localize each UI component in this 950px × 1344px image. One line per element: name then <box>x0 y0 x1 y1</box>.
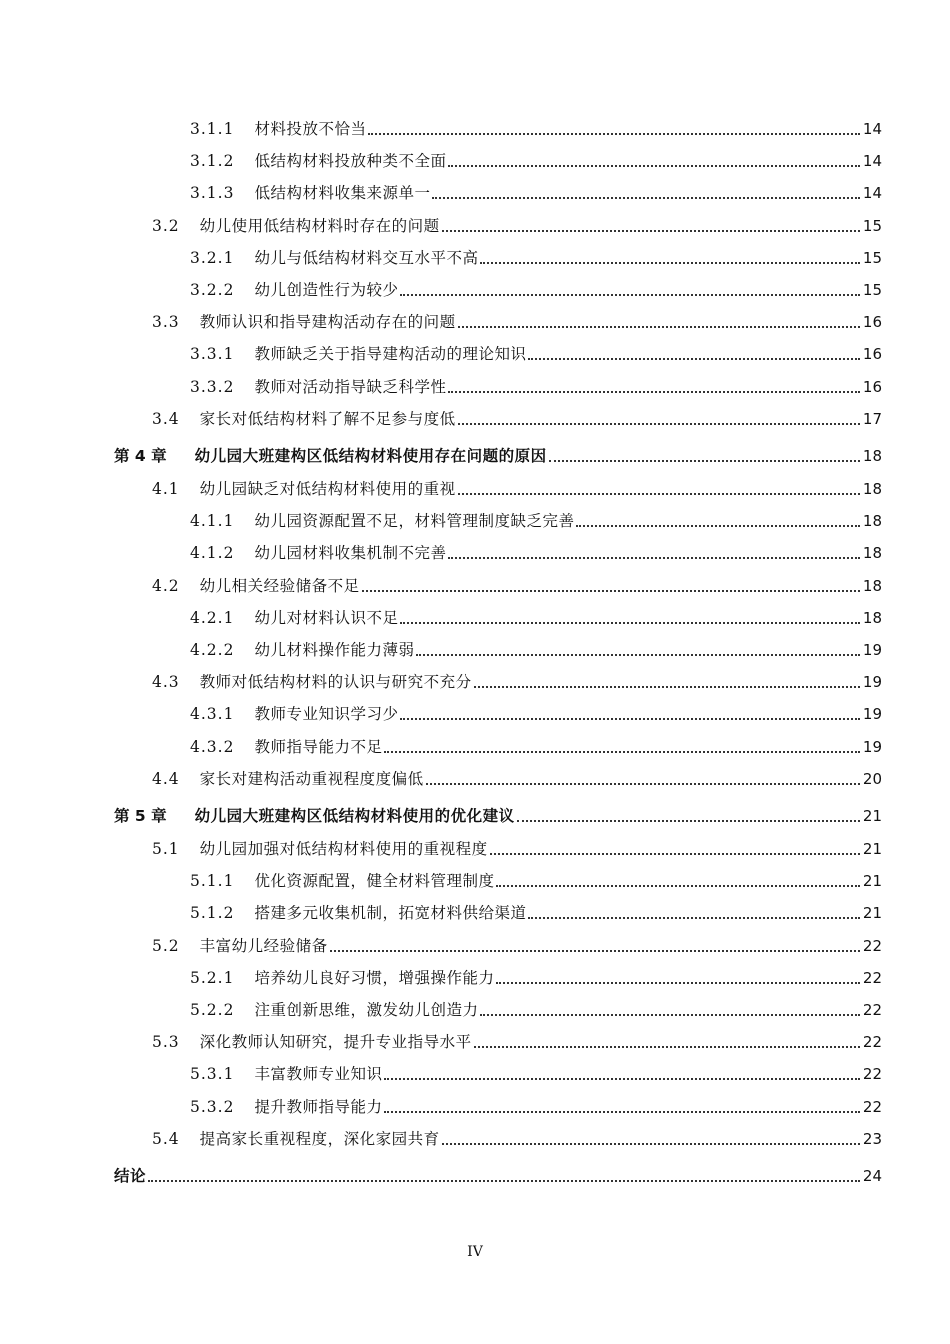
toc-entry[interactable] <box>152 1128 882 1150</box>
toc-dot-leader <box>384 1109 860 1113</box>
toc-dot-leader <box>448 555 860 559</box>
toc-entry[interactable] <box>152 768 882 790</box>
toc-entry-title: 低结构材料投放种类不全面 <box>254 152 447 171</box>
toc-entry[interactable] <box>152 408 882 430</box>
toc-dot-leader <box>474 1044 860 1048</box>
toc-entry-title: 幼儿使用低结构材料时存在的问题 <box>199 216 440 235</box>
toc-entry-title: 幼儿园资源配置不足，材料管理制度缺乏完善 <box>254 512 575 531</box>
toc-entry[interactable] <box>114 1165 882 1187</box>
toc-entry[interactable] <box>152 838 882 860</box>
toc-entry-number: 4.2 <box>152 576 180 595</box>
toc-entry-title: 提高家长重视程度，深化家园共育 <box>199 1129 440 1148</box>
toc-dot-leader <box>576 523 860 527</box>
toc-entry-title: 幼儿创造性行为较少 <box>254 281 399 299</box>
toc-entry-number: 第 4 章 <box>114 447 167 465</box>
toc-dot-leader <box>442 228 860 232</box>
toc-entry[interactable] <box>152 671 882 693</box>
toc-entry-title: 丰富幼儿经验储备 <box>199 936 328 955</box>
toc-entry[interactable] <box>190 1096 882 1118</box>
toc-entry[interactable] <box>190 150 882 172</box>
toc-entry-page: 21 <box>862 904 882 923</box>
toc-entry[interactable] <box>190 1063 882 1085</box>
toc-entry[interactable] <box>190 510 882 532</box>
toc-entry-title: 幼儿园加强对低结构材料使用的重视程度 <box>199 840 488 858</box>
toc-entry-page: 18 <box>862 447 882 465</box>
toc-entry-number: 5.3 <box>152 1033 180 1052</box>
toc-dot-leader <box>148 1178 860 1182</box>
toc-dot-leader <box>400 292 860 296</box>
toc-entry-page: 22 <box>862 936 882 955</box>
toc-dot-leader <box>448 389 860 393</box>
toc-entry-title: 低结构材料收集来源单一 <box>254 184 431 203</box>
toc-entry-number: 3.1.1 <box>190 120 235 138</box>
toc-entry[interactable] <box>190 182 882 204</box>
toc-entry[interactable] <box>190 343 882 365</box>
toc-entry-page: 19 <box>862 737 882 756</box>
toc-dot-leader <box>400 716 860 720</box>
toc-entry-title: 搭建多元收集机制，拓宽材料供给渠道 <box>254 904 527 923</box>
toc-entry-title: 丰富教师专业知识 <box>254 1065 383 1084</box>
toc-entry-page: 22 <box>862 1001 882 1019</box>
toc-entry-title: 教师缺乏关于指导建构活动的理论知识 <box>254 345 527 364</box>
toc-entry[interactable] <box>190 870 882 892</box>
toc-entry-page: 22 <box>862 1097 882 1116</box>
toc-entry-number: 4.1.1 <box>190 512 235 531</box>
toc-entry-page: 18 <box>862 544 882 563</box>
toc-entry[interactable] <box>190 118 882 140</box>
toc-dot-leader <box>458 421 860 425</box>
toc-entry[interactable] <box>152 575 882 597</box>
toc-entry[interactable] <box>190 703 882 725</box>
toc-dot-leader <box>528 356 860 360</box>
toc-entry[interactable] <box>114 805 882 827</box>
toc-entry-title: 家长对建构活动重视程度度偏低 <box>199 769 424 788</box>
toc-entry-number: 5.1.1 <box>190 872 235 891</box>
toc-entry-page: 14 <box>862 152 882 171</box>
toc-entry-number: 3.2.2 <box>190 281 235 299</box>
toc-dot-leader <box>384 749 860 753</box>
toc-entry-page: 19 <box>862 641 882 659</box>
toc-dot-leader <box>496 883 860 887</box>
toc-entry[interactable] <box>190 607 882 629</box>
toc-dot-leader <box>362 588 860 592</box>
toc-entry-page: 23 <box>862 1129 882 1148</box>
toc-dot-leader <box>517 818 860 822</box>
toc-entry-number: 5.3.2 <box>190 1097 235 1116</box>
toc-entry-page: 18 <box>862 576 882 595</box>
toc-entry-number: 3.2 <box>152 216 180 235</box>
toc-entry-page: 18 <box>862 512 882 531</box>
toc-entry-number: 4.1.2 <box>190 544 235 563</box>
toc-entry-number: 5.2.2 <box>190 1001 235 1019</box>
toc-entry-number: 3.3.1 <box>190 345 235 364</box>
toc-dot-leader <box>384 1076 860 1080</box>
toc-dot-leader <box>400 620 860 624</box>
toc-dot-leader <box>458 324 860 328</box>
toc-entry-page: 22 <box>862 968 882 987</box>
toc-entry-number: 4.3.1 <box>190 705 235 724</box>
toc-entry[interactable] <box>190 247 882 269</box>
toc-entry-title: 幼儿园大班建构区低结构材料使用存在问题的原因 <box>194 447 547 465</box>
toc-entry-number: 4.3.2 <box>190 737 235 756</box>
toc-dot-leader <box>549 458 860 462</box>
toc-entry-number: 5.1.2 <box>190 904 235 923</box>
toc-dot-leader <box>448 163 860 167</box>
toc-entry-page: 18 <box>862 608 882 627</box>
toc-dot-leader <box>442 1141 860 1145</box>
toc-entry-page: 16 <box>862 345 882 364</box>
toc-entry[interactable] <box>190 902 882 924</box>
toc-entry-number: 4.4 <box>152 769 180 788</box>
toc-entry[interactable] <box>152 215 882 237</box>
toc-entry-title: 深化教师认知研究，提升专业指导水平 <box>199 1033 472 1052</box>
toc-entry-page: 15 <box>862 281 882 299</box>
toc-entry-number: 5.2 <box>152 936 180 955</box>
toc-entry-title: 教师指导能力不足 <box>254 737 383 756</box>
toc-entry-page: 22 <box>862 1033 882 1052</box>
toc-entry-number: 3.1.3 <box>190 184 235 203</box>
toc-entry[interactable] <box>190 639 882 661</box>
toc-entry-page: 15 <box>862 248 882 267</box>
toc-entry-title: 幼儿园材料收集机制不完善 <box>254 544 447 563</box>
toc-entry-title: 提升教师指导能力 <box>254 1097 383 1116</box>
toc-dot-leader <box>432 195 860 199</box>
toc-dot-leader <box>458 491 860 495</box>
toc-entry-title: 材料投放不恰当 <box>254 120 367 138</box>
toc-entry-title: 幼儿与低结构材料交互水平不高 <box>254 248 479 267</box>
toc-entry[interactable] <box>190 999 882 1021</box>
toc-entry-title: 教师对活动指导缺乏科学性 <box>254 377 447 396</box>
toc-entry-number: 3.4 <box>152 409 180 428</box>
toc-entry-number: 4.2.2 <box>190 641 235 659</box>
toc-dot-leader <box>496 980 860 984</box>
toc-dot-leader <box>330 948 860 952</box>
toc-entry-number: 5.4 <box>152 1129 180 1148</box>
toc-entry-title: 幼儿园缺乏对低结构材料使用的重视 <box>199 480 456 498</box>
toc-dot-leader <box>480 260 860 264</box>
toc-entry-page: 21 <box>862 840 882 858</box>
toc-entry-number: 3.3 <box>152 313 180 332</box>
toc-entry-number: 5.2.1 <box>190 968 235 987</box>
toc-entry-number: 4.2.1 <box>190 608 235 627</box>
toc-entry[interactable] <box>190 542 882 564</box>
toc-dot-leader <box>426 781 860 785</box>
toc-dot-leader <box>474 684 860 688</box>
toc-entry[interactable] <box>190 376 882 398</box>
toc-entry-number: 5.1 <box>152 840 180 858</box>
toc-entry-page: 15 <box>862 216 882 235</box>
toc-entry[interactable] <box>190 967 882 989</box>
toc-entry-page: 22 <box>862 1065 882 1084</box>
toc-entry-page: 20 <box>862 769 882 788</box>
toc-entry[interactable] <box>152 311 882 333</box>
toc-entry[interactable] <box>152 478 882 500</box>
toc-dot-leader <box>528 915 860 919</box>
toc-entry-page: 14 <box>862 184 882 203</box>
toc-entry[interactable] <box>152 1031 882 1053</box>
toc-entry-title: 教师认识和指导建构活动存在的问题 <box>199 313 456 332</box>
toc-entry-page: 19 <box>862 705 882 724</box>
toc-entry[interactable] <box>114 445 882 467</box>
toc-entry-page: 14 <box>862 120 882 138</box>
toc-entry-title: 结论 <box>114 1167 147 1185</box>
toc-entry-number: 4.3 <box>152 673 180 692</box>
toc-entry-page: 21 <box>862 872 882 891</box>
toc-entry-title: 优化资源配置，健全材料管理制度 <box>254 872 495 891</box>
toc-entry-number: 4.1 <box>152 480 180 498</box>
toc-entry-number: 3.1.2 <box>190 152 235 171</box>
toc-dot-leader <box>490 851 860 855</box>
toc-entry-page: 16 <box>862 377 882 396</box>
toc-entry-page: 16 <box>862 313 882 332</box>
toc-entry-title: 培养幼儿良好习惯，增强操作能力 <box>254 968 495 987</box>
toc-entry-page: 18 <box>862 480 882 498</box>
toc-entry-title: 幼儿相关经验储备不足 <box>199 576 360 595</box>
toc-entry-page: 19 <box>862 673 882 692</box>
page-number-footer: IV <box>467 1244 483 1260</box>
toc-entry-number: 5.3.1 <box>190 1065 235 1084</box>
toc-entry-title: 教师专业知识学习少 <box>254 705 399 724</box>
toc-dot-leader <box>480 1012 860 1016</box>
toc-entry-title: 幼儿对材料认识不足 <box>254 608 399 627</box>
toc-entry-number: 第 5 章 <box>114 807 167 825</box>
toc-entry[interactable] <box>152 935 882 957</box>
toc-entry-page: 17 <box>862 409 882 428</box>
toc-entry-number: 3.2.1 <box>190 248 235 267</box>
toc-dot-leader <box>416 652 860 656</box>
toc-entry[interactable] <box>190 279 882 301</box>
toc-entry-title: 幼儿材料操作能力薄弱 <box>254 641 415 659</box>
toc-dot-leader <box>368 131 860 135</box>
toc-entry-page: 24 <box>862 1167 882 1185</box>
toc-entry-number: 3.3.2 <box>190 377 235 396</box>
toc-entry-page: 21 <box>862 807 882 825</box>
toc-entry-title: 幼儿园大班建构区低结构材料使用的优化建议 <box>194 807 515 825</box>
toc-entry-title: 注重创新思维，激发幼儿创造力 <box>254 1001 479 1019</box>
toc-entry-title: 家长对低结构材料了解不足参与度低 <box>199 409 456 428</box>
toc-entry-title: 教师对低结构材料的认识与研究不充分 <box>199 673 472 692</box>
toc-entry[interactable] <box>190 736 882 758</box>
